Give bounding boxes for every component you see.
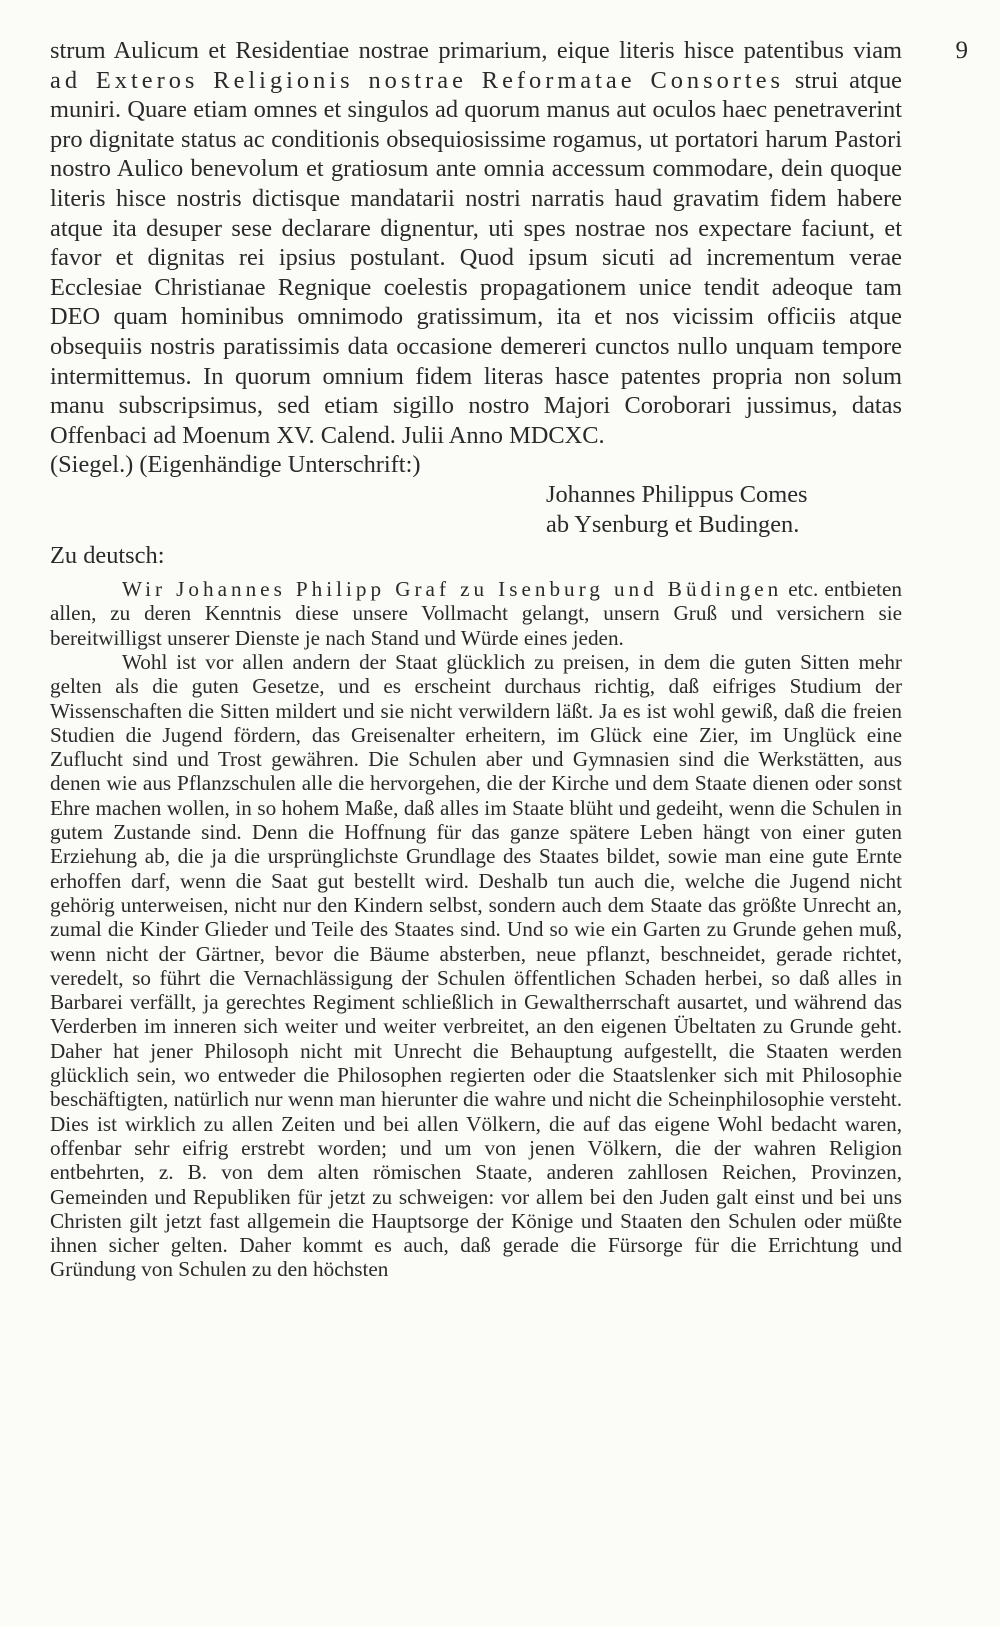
german-paragraph-2: Wohl ist vor allen andern der Staat glücklich zu preisen, in dem die guten Sitten mehr gelten als die guten Gesetze, und es erscheint durchaus richtig, daß eifriges Studium der Wissenschaften die Sitten mildert und sie nicht verwildern läßt. Ja es ist wohl gewiß, daß die freien Studien die Jugend fördern, das Greisenalter erheitern, im Glück eine Zier, im Unglück eine Zuflucht sind und Trost gewähren. Die Schulen aber und Gymnasien sind die Werkstätten, aus denen wie aus Pflanzschulen alle die hervorgehen, die der Kirche und dem Staate dienen oder sonst Ehre machen wollen, in so hohem Maße, daß alles im Staate blüht und gedeiht, wenn die Schulen in gutem Zustande sind. Denn die Hoffnung für das ganze spätere Leben hängt von einer guten Erziehung ab, die ja die ursprünglichste Grundlage des Staates bildet, sowie man eine gute Ernte erhoffen darf, wenn die Saat gut bestellt wird. Deshalb tun auch die, welche die Jugend nicht gehörig unterweisen, nicht nur den Kindern selbst, sondern auch dem Staate das größte Unrecht an, zumal die Kinder Glieder und Teile des Staates sind. Und so wie ein Garten zu Grunde gehen muß, wenn nicht der Gärtner, bevor die Bäume absterben, neue pflanzt, beschneidet, gerade richtet, veredelt, so führt die Vernachlässigung der Schulen öffentlichen Schaden herbei, so daß alles in Barbarei verfällt, ja gerechtes Regiment schließlich in Gewaltherrschaft ausartet, und während das Verderben im inneren sich weiter und weiter verbreitet, an den eigenen Übeltaten zu Grunde geht. Daher hat jener Philosoph nicht mit Unrecht die Behauptung aufgestellt, die Staaten werden glücklich sein, wo entweder die Philosophen regierten oder die Staatslenker sich mit Philosophie beschäftigten, natürlich nur wenn man hierunter die wahre und nicht die Scheinphilosophie versteht. Dies ist wirklich zu allen Zeiten und bei allen Völkern, die auf das eigene Wohl bedacht waren, offenbar sehr eifrig erstrebt worden; und um von jenen Völkern, die der wahren Religion entbehrten, z. B. von dem alten römischen Staate, anderen zahllosen Reichen, Provinzen, Gemeinden und Republiken für jetzt zu schweigen: vor allem bei den Juden galt einst und bei uns Christen gilt jetzt fast allgemein die Hauptsorge der Könige und Staaten den Schulen oder müßte ihnen sicher gelten. Daher kommt es auch, daß gerade die Fürsorge für die Errichtung und Gründung von Schulen zu den höchsten (50, 649, 902, 1282)
german-paragraph-1 (50, 577, 902, 650)
latin-paragraph (50, 36, 902, 450)
latin-text-section (50, 36, 902, 539)
german-paragraph-1-rest: etc. entbieten allen, zu deren Kenntnis diese unsere Vollmacht gelangt, unsern Gruß und versichern sie bereitwilligst unserer Dienste je nach Stand und Würde eines jeden. (50, 577, 902, 650)
latin-spaced-phrase: ad Exteros Religionis nostrae Reformatae Consortes (50, 66, 785, 94)
latin-text-start: strum Aulicum et Residentiae nostrae primarium, eique literis hisce patentibus viam (50, 37, 902, 64)
latin-text-rest: strui atque muniri. Quare etiam omnes et singulos ad quorum manus aut oculos haec penetraverint pro dignitate status ac conditionis obsequiosissime rogamus, ut portatori harum Pastori nostro Aulico benevolum et gratiosum ante omnia accessum commodare, dein quoque literis hisce nostris dictisque mandatarii nostri narratis haud gravatim fidem habere atque ita desuper sese declarare dignentur, uti spes nostrae nos expectare faciunt, et favor et dignitas rei ipsius postulant. Quod ipsum sicuti ad incrementum verae Ecclesiae Christianae Regnique coelestis propagationem unice tendit adeoque tam DEO quam hominibus omnimodo gratissimum, ita et nos vicissim officiis atque obsequiis nostris paratissimis data occasione demereri cunctos nullo unquam tempore intermittemus. In quorum omnium fidem literas hasce patentes propria non solum manu subscripsimus, sed etiam sigillo nostro Majori Coroborari jussimus, datas Offenbaci ad Moenum XV. Calend. Julii Anno MDCXC. (50, 66, 902, 449)
signature-line-2: ab Ysenburg et Budingen. (546, 510, 800, 538)
signature-line-1: Johannes Philippus Comes (546, 480, 808, 508)
document-page (50, 36, 902, 1282)
page-number: 9 (955, 37, 968, 64)
translation-heading: Zu deutsch: (50, 542, 165, 570)
signature-block (546, 480, 902, 539)
german-spaced-phrase: Wir Johannes Philipp Graf zu Isenburg und Büdingen (122, 577, 783, 602)
german-text-section (50, 577, 902, 1282)
seal-note: (Siegel.) (Eigenhändige Unterschrift:) (50, 451, 421, 479)
